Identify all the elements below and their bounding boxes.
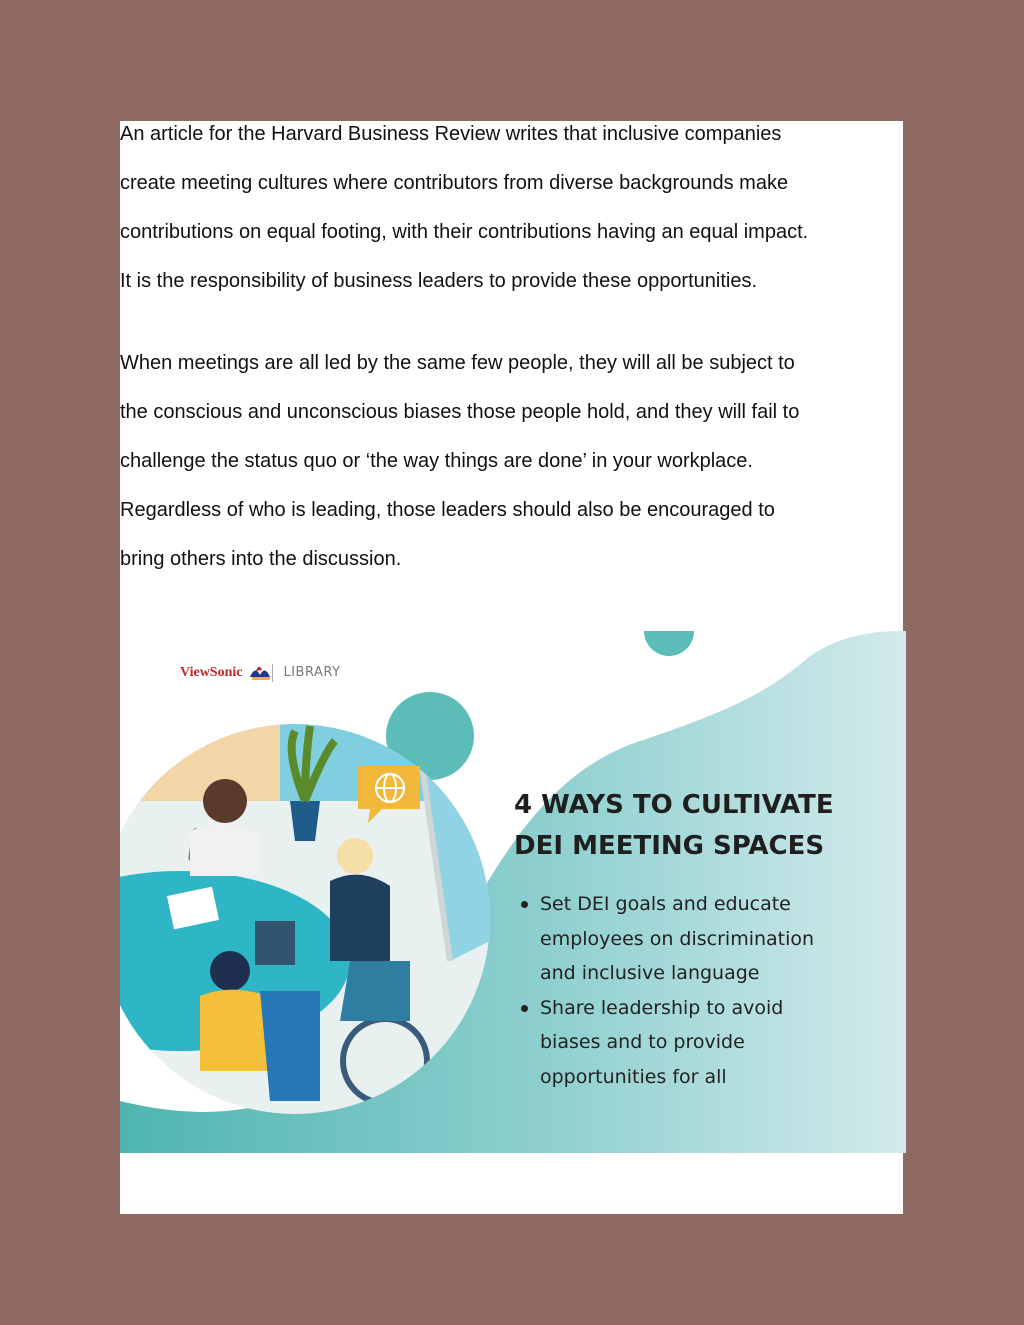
- bullet-item: Set DEI goals and educate employees on discrimination and inclusive language: [518, 887, 888, 991]
- dei-infographic: [120, 631, 906, 1153]
- paragraph-2-line: Regardless of who is leading, those leaders should also be encouraged to: [120, 499, 775, 521]
- paragraph-1-line: An article for the Harvard Business Review writes that inclusive companies: [120, 123, 782, 145]
- paragraph-2: [120, 339, 903, 584]
- top-semicircle: [644, 631, 694, 656]
- paragraph-2-line: the conscious and unconscious biases those people hold, and they will fail to: [120, 401, 800, 423]
- paragraph-1: [120, 110, 903, 306]
- paragraph-2-line: bring others into the discussion.: [120, 548, 402, 570]
- infographic-title-line: 4 WAYS TO CULTIVATE: [514, 790, 834, 820]
- paragraph-1-line: It is the responsibility of business leaders to provide these opportunities.: [120, 270, 758, 292]
- paragraph-2-line: When meetings are all led by the same few people, they will all be subject to: [120, 352, 795, 374]
- brand-divider: [272, 664, 273, 682]
- paragraph-1-line: create meeting cultures where contributors from diverse backgrounds make: [120, 172, 789, 194]
- document-page: [120, 121, 903, 1214]
- paragraph-1-line: contributions on equal footing, with their contributions having an equal impact.: [120, 221, 809, 243]
- bullet-item: Share leadership to avoid biases and to provide opportunities for all: [518, 991, 888, 1095]
- brand-name: ViewSonic: [180, 665, 243, 681]
- infographic-bullet-list: [518, 887, 888, 1094]
- plant-pot: [290, 801, 320, 841]
- brand-section: LIBRARY: [283, 665, 341, 681]
- paragraph-2-line: challenge the status quo or ‘the way things are done’ in your workplace.: [120, 450, 753, 472]
- infographic-title-line: DEI MEETING SPACES: [514, 831, 825, 861]
- brand-header: [180, 664, 341, 682]
- infographic-title: [514, 785, 894, 867]
